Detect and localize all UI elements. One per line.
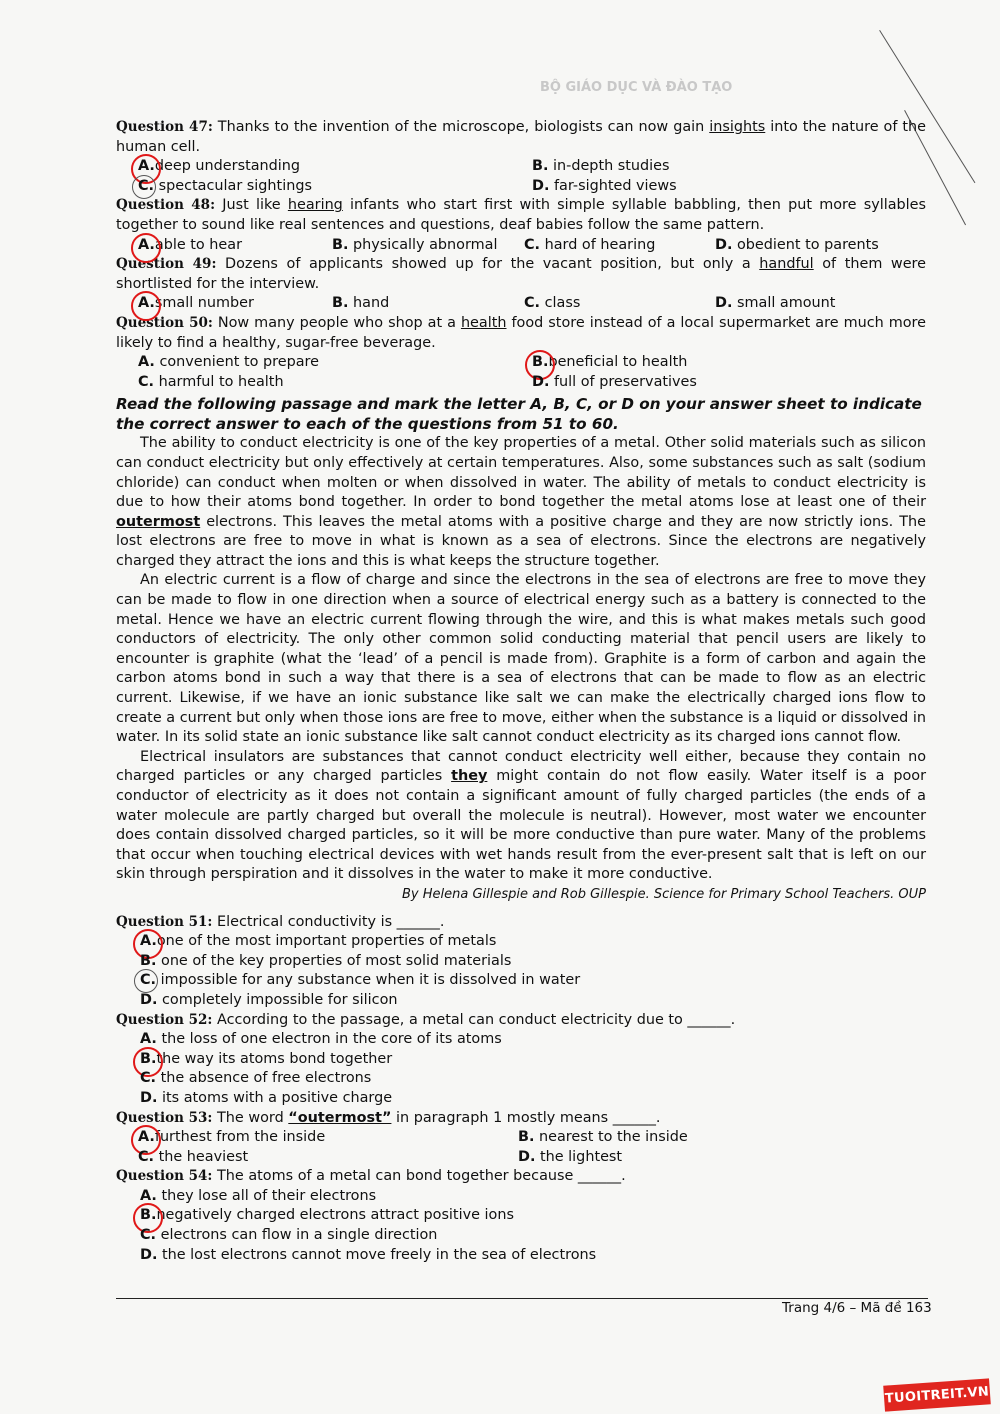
- option-letter: A.: [138, 294, 155, 314]
- option-letter: C.: [138, 1148, 155, 1165]
- option-letter: D.: [140, 991, 158, 1008]
- underlined-word: they: [451, 768, 488, 785]
- option-letter: B.: [532, 353, 548, 373]
- option-text: the heaviest: [154, 1148, 249, 1165]
- option-letter: B.: [332, 236, 349, 253]
- option-letter: D.: [715, 295, 733, 312]
- option-d[interactable]: [532, 373, 926, 393]
- underlined-word: insights: [709, 119, 766, 135]
- option-letter: D.: [140, 1089, 158, 1106]
- option-d[interactable]: [518, 1148, 926, 1168]
- option-letter: A.: [138, 236, 155, 256]
- question-text: into the nature of the human cell.: [116, 119, 926, 155]
- option-text: in-depth studies: [548, 158, 670, 175]
- option-letter: C.: [138, 177, 154, 197]
- option-text: small amount: [732, 295, 836, 312]
- source-by: By: [401, 886, 419, 902]
- option-text: the loss of one electron in the core of its atoms: [156, 1031, 502, 1048]
- option-letter: A.: [140, 932, 157, 952]
- option-text: class: [540, 295, 581, 312]
- option-text: full of preservatives: [549, 373, 697, 390]
- question-label: Question 49:: [116, 256, 217, 273]
- option-text: able to hear: [154, 236, 242, 253]
- option-letter: D.: [518, 1148, 536, 1165]
- option-d[interactable]: [532, 177, 926, 197]
- options-48: [138, 236, 926, 256]
- option-b[interactable]: [332, 294, 524, 314]
- option-letter: D.: [532, 373, 550, 390]
- question-text: According to the passage, a metal can conduct electricity due to ______.: [212, 1011, 736, 1028]
- option-letter: D.: [140, 1246, 158, 1263]
- options-47: [138, 157, 926, 196]
- option-c[interactable]: [140, 1069, 926, 1089]
- question-text: Electrical conductivity is ______.: [212, 913, 445, 930]
- underlined-word: handful: [759, 256, 814, 273]
- option-text: nearest to the inside: [534, 1129, 688, 1146]
- option-c[interactable]: [140, 971, 926, 991]
- option-letter: A.: [140, 1031, 157, 1048]
- option-text: physically abnormal: [348, 236, 498, 253]
- question-text: of them were shortlisted for the interview.: [116, 256, 927, 292]
- question-label: Question 53:: [116, 1109, 213, 1126]
- option-text: the absence of free electrons: [156, 1070, 372, 1087]
- option-letter: A.: [138, 354, 155, 371]
- option-text: the lightest: [535, 1148, 623, 1165]
- paragraph-text: electrons. This leaves the metal atoms with a positive charge and they are now strictly ions. The lost electrons are free to move in what is known as a sea of electrons. Since the electrons are negatively charged they attract the ions and this is what keeps the structure together.: [116, 513, 926, 569]
- option-letter: C.: [524, 236, 541, 253]
- option-a[interactable]: [138, 157, 532, 177]
- options-53: [138, 1128, 926, 1167]
- option-text: far-sighted views: [549, 177, 677, 194]
- option-c[interactable]: [138, 1148, 518, 1168]
- underlined-word: “outermost”: [288, 1109, 392, 1126]
- option-letter: A.: [140, 1187, 157, 1204]
- question-text: The word: [212, 1109, 289, 1126]
- option-b[interactable]: [140, 1050, 926, 1070]
- option-letter: C.: [524, 295, 541, 312]
- question-text: Thanks to the invention of the microscope, biologists can now gain: [212, 119, 710, 135]
- options-52: [140, 1030, 926, 1108]
- option-c[interactable]: [524, 294, 715, 314]
- option-letter: B.: [140, 1206, 156, 1226]
- option-letter: A.: [138, 1128, 155, 1148]
- option-text: one of the most important properties of metals: [156, 933, 497, 950]
- option-c[interactable]: [138, 373, 532, 393]
- question-text: food store instead of a local supermarket are much more likely to find a healthy, sugar-free beverage.: [116, 314, 927, 351]
- option-letter: C.: [138, 373, 155, 390]
- question-text: infants who start first with simple syllable babbling, then put more syllables together to sound like real sentences and questions, deaf babies follow the same pattern.: [116, 197, 927, 233]
- option-letter: C.: [140, 1070, 157, 1087]
- option-b[interactable]: [518, 1128, 926, 1148]
- question-48: [116, 196, 926, 235]
- option-d[interactable]: [715, 294, 926, 314]
- passage-source: [116, 885, 926, 905]
- option-c[interactable]: [140, 1226, 926, 1246]
- option-text: beneficial to health: [548, 354, 688, 371]
- option-a[interactable]: [140, 1030, 926, 1050]
- option-text: the way its atoms bond together: [156, 1050, 393, 1067]
- underlined-word: hearing: [287, 197, 343, 214]
- source-title: Science for Primary School Teachers: [653, 886, 891, 902]
- option-a[interactable]: [138, 236, 332, 256]
- option-text: negatively charged electrons attract positive ions: [156, 1207, 514, 1224]
- question-text: in paragraph 1 mostly means ______.: [391, 1109, 661, 1126]
- question-label: Question 47:: [116, 119, 213, 135]
- question-label: Question 51:: [116, 913, 213, 930]
- option-letter: B.: [532, 158, 549, 175]
- option-b[interactable]: [532, 353, 926, 373]
- options-50: [138, 353, 926, 392]
- underlined-word: health: [460, 314, 507, 331]
- option-a[interactable]: [138, 294, 332, 314]
- option-d[interactable]: [715, 236, 926, 256]
- option-text: hand: [348, 295, 390, 312]
- option-letter: A.: [138, 157, 155, 177]
- option-text: they lose all of their electrons: [156, 1187, 377, 1204]
- option-a[interactable]: [140, 1187, 926, 1207]
- option-text: deep understanding: [154, 158, 301, 175]
- option-text: spectacular sightings: [154, 177, 312, 194]
- question-47: [116, 118, 926, 157]
- option-letter: B.: [140, 952, 157, 969]
- option-text: impossible for any substance when it is dissolved in water: [156, 972, 581, 989]
- option-letter: C.: [140, 1227, 157, 1244]
- question-text: Dozens of applicants showed up for the vacant position, but only a: [216, 256, 760, 273]
- question-50: [116, 314, 926, 353]
- option-b[interactable]: [140, 952, 926, 972]
- option-text: hard of hearing: [540, 236, 656, 253]
- option-d[interactable]: [140, 1246, 926, 1266]
- footer-divider: [116, 1298, 928, 1299]
- question-label: Question 52:: [116, 1011, 213, 1028]
- source-publisher: . OUP: [890, 886, 926, 902]
- passage-paragraph-3: [116, 748, 926, 885]
- paragraph-text: might contain do not flow easily. Water itself is a poor conductor of electricity as it does not contain a significant amount of fully charged particles (the ends of a water molecule are partly charged but overall the molecule is neutral). However, most water we encounter does contain dissolved charged particles, so it will be more conductive than pure water. Many of the problems that occur when touching electrical devices with wet hands result from the ever-present salt that is left on our skin through perspiration and it dissolves in the water to make it more conductive.: [116, 768, 926, 883]
- question-label: Question 50:: [116, 314, 213, 331]
- question-label: Question 54:: [116, 1168, 213, 1185]
- option-a[interactable]: [140, 932, 926, 952]
- option-text: small number: [154, 295, 254, 312]
- option-text: one of the key properties of most solid materials: [156, 952, 512, 969]
- option-letter: B.: [518, 1129, 535, 1146]
- show-through-header: BỘ GIÁO DỤC VÀ ĐÀO TẠO: [540, 80, 733, 95]
- option-text: its atoms with a positive charge: [157, 1089, 393, 1106]
- option-a[interactable]: [138, 353, 532, 373]
- option-letter: C.: [140, 971, 156, 991]
- passage-paragraph-2: An electric current is a flow of charge and since the electrons in the sea of electrons are free to move they can be made to flow in one direction when a source of electrical energy such as a battery is connected to the metal. Hence we have an electric current flowing through the wire, and this is what makes metals such good conductors of electricity. The only other common solid conducting material that pencil users are likely to encounter is graphite (what the ‘lead’ of a pencil is made from). Graphite is a form of carbon and again the carbon atoms bond in such a way that there is a sea of electrons that can be made to flow as an electric current. Likewise, if we have an ionic substance like salt we can make the electrically charged ions flow to create a current but only when those ions are free to move, either when the substance is a liquid or dissolved in water. In its solid state an ionic substance like salt cannot conduct electricity as its charged ions cannot flow.: [116, 572, 926, 746]
- option-b[interactable]: [140, 1206, 926, 1226]
- option-letter: D.: [715, 236, 733, 253]
- option-text: furthest from the inside: [154, 1129, 326, 1146]
- exam-content: [116, 118, 926, 1265]
- source-authors: Helena Gillespie and Rob Gillespie.: [418, 886, 654, 902]
- option-letter: D.: [532, 177, 550, 194]
- question-51: [116, 913, 926, 933]
- option-text: the lost electrons cannot move freely in the sea of electrons: [157, 1246, 597, 1263]
- option-d[interactable]: [140, 991, 926, 1011]
- option-c[interactable]: [524, 236, 715, 256]
- question-text: Now many people who shop at a: [212, 314, 461, 331]
- page-footer: Trang 4/6 – Mã đề 163: [782, 1300, 932, 1316]
- question-54: [116, 1167, 926, 1187]
- option-b[interactable]: [332, 236, 524, 256]
- options-49: [138, 294, 926, 314]
- option-text: electrons can flow in a single direction: [156, 1227, 438, 1244]
- question-49: [116, 255, 926, 294]
- question-text: Just like: [215, 197, 288, 214]
- option-a[interactable]: [138, 1128, 518, 1148]
- option-c[interactable]: [138, 177, 532, 197]
- option-text: obedient to parents: [732, 236, 879, 253]
- passage-paragraph-1: [116, 434, 926, 571]
- option-text: convenient to prepare: [154, 354, 319, 371]
- question-text: The atoms of a metal can bond together because ______.: [212, 1168, 626, 1185]
- option-b[interactable]: [532, 157, 926, 177]
- watermark-logo: TUOITREIT.VN: [883, 1378, 991, 1411]
- option-letter: B.: [140, 1050, 156, 1070]
- option-text: completely impossible for silicon: [157, 991, 398, 1008]
- question-52: [116, 1011, 926, 1031]
- reading-instruction: Read the following passage and mark the letter A, B, C, or D on your answer sheet to indicate the correct answer to each of the questions from 51 to 60.: [116, 395, 922, 434]
- question-label: Question 48:: [116, 197, 216, 214]
- underlined-word: outermost: [116, 513, 201, 530]
- option-letter: B.: [332, 295, 349, 312]
- option-d[interactable]: [140, 1089, 926, 1109]
- options-54: [140, 1187, 926, 1265]
- paragraph-text: Electrical insulators are substances that cannot conduct electricity well either, because they contain no charged particles or any charged particles: [116, 748, 926, 785]
- options-51: [140, 932, 926, 1010]
- paragraph-text: The ability to conduct electricity is one of the key properties of a metal. Other solid materials such as silicon can conduct electricity but only effectively at certain temperatures. Also, some substances such as salt (sodium chloride) can conduct when molten or when dissolved in water. The ability of metals to conduct electricity is due to how their atoms bond together. In order to bond together the metal atoms lose at least one of their: [116, 435, 926, 511]
- question-53: [116, 1109, 926, 1129]
- option-text: harmful to health: [154, 373, 284, 390]
